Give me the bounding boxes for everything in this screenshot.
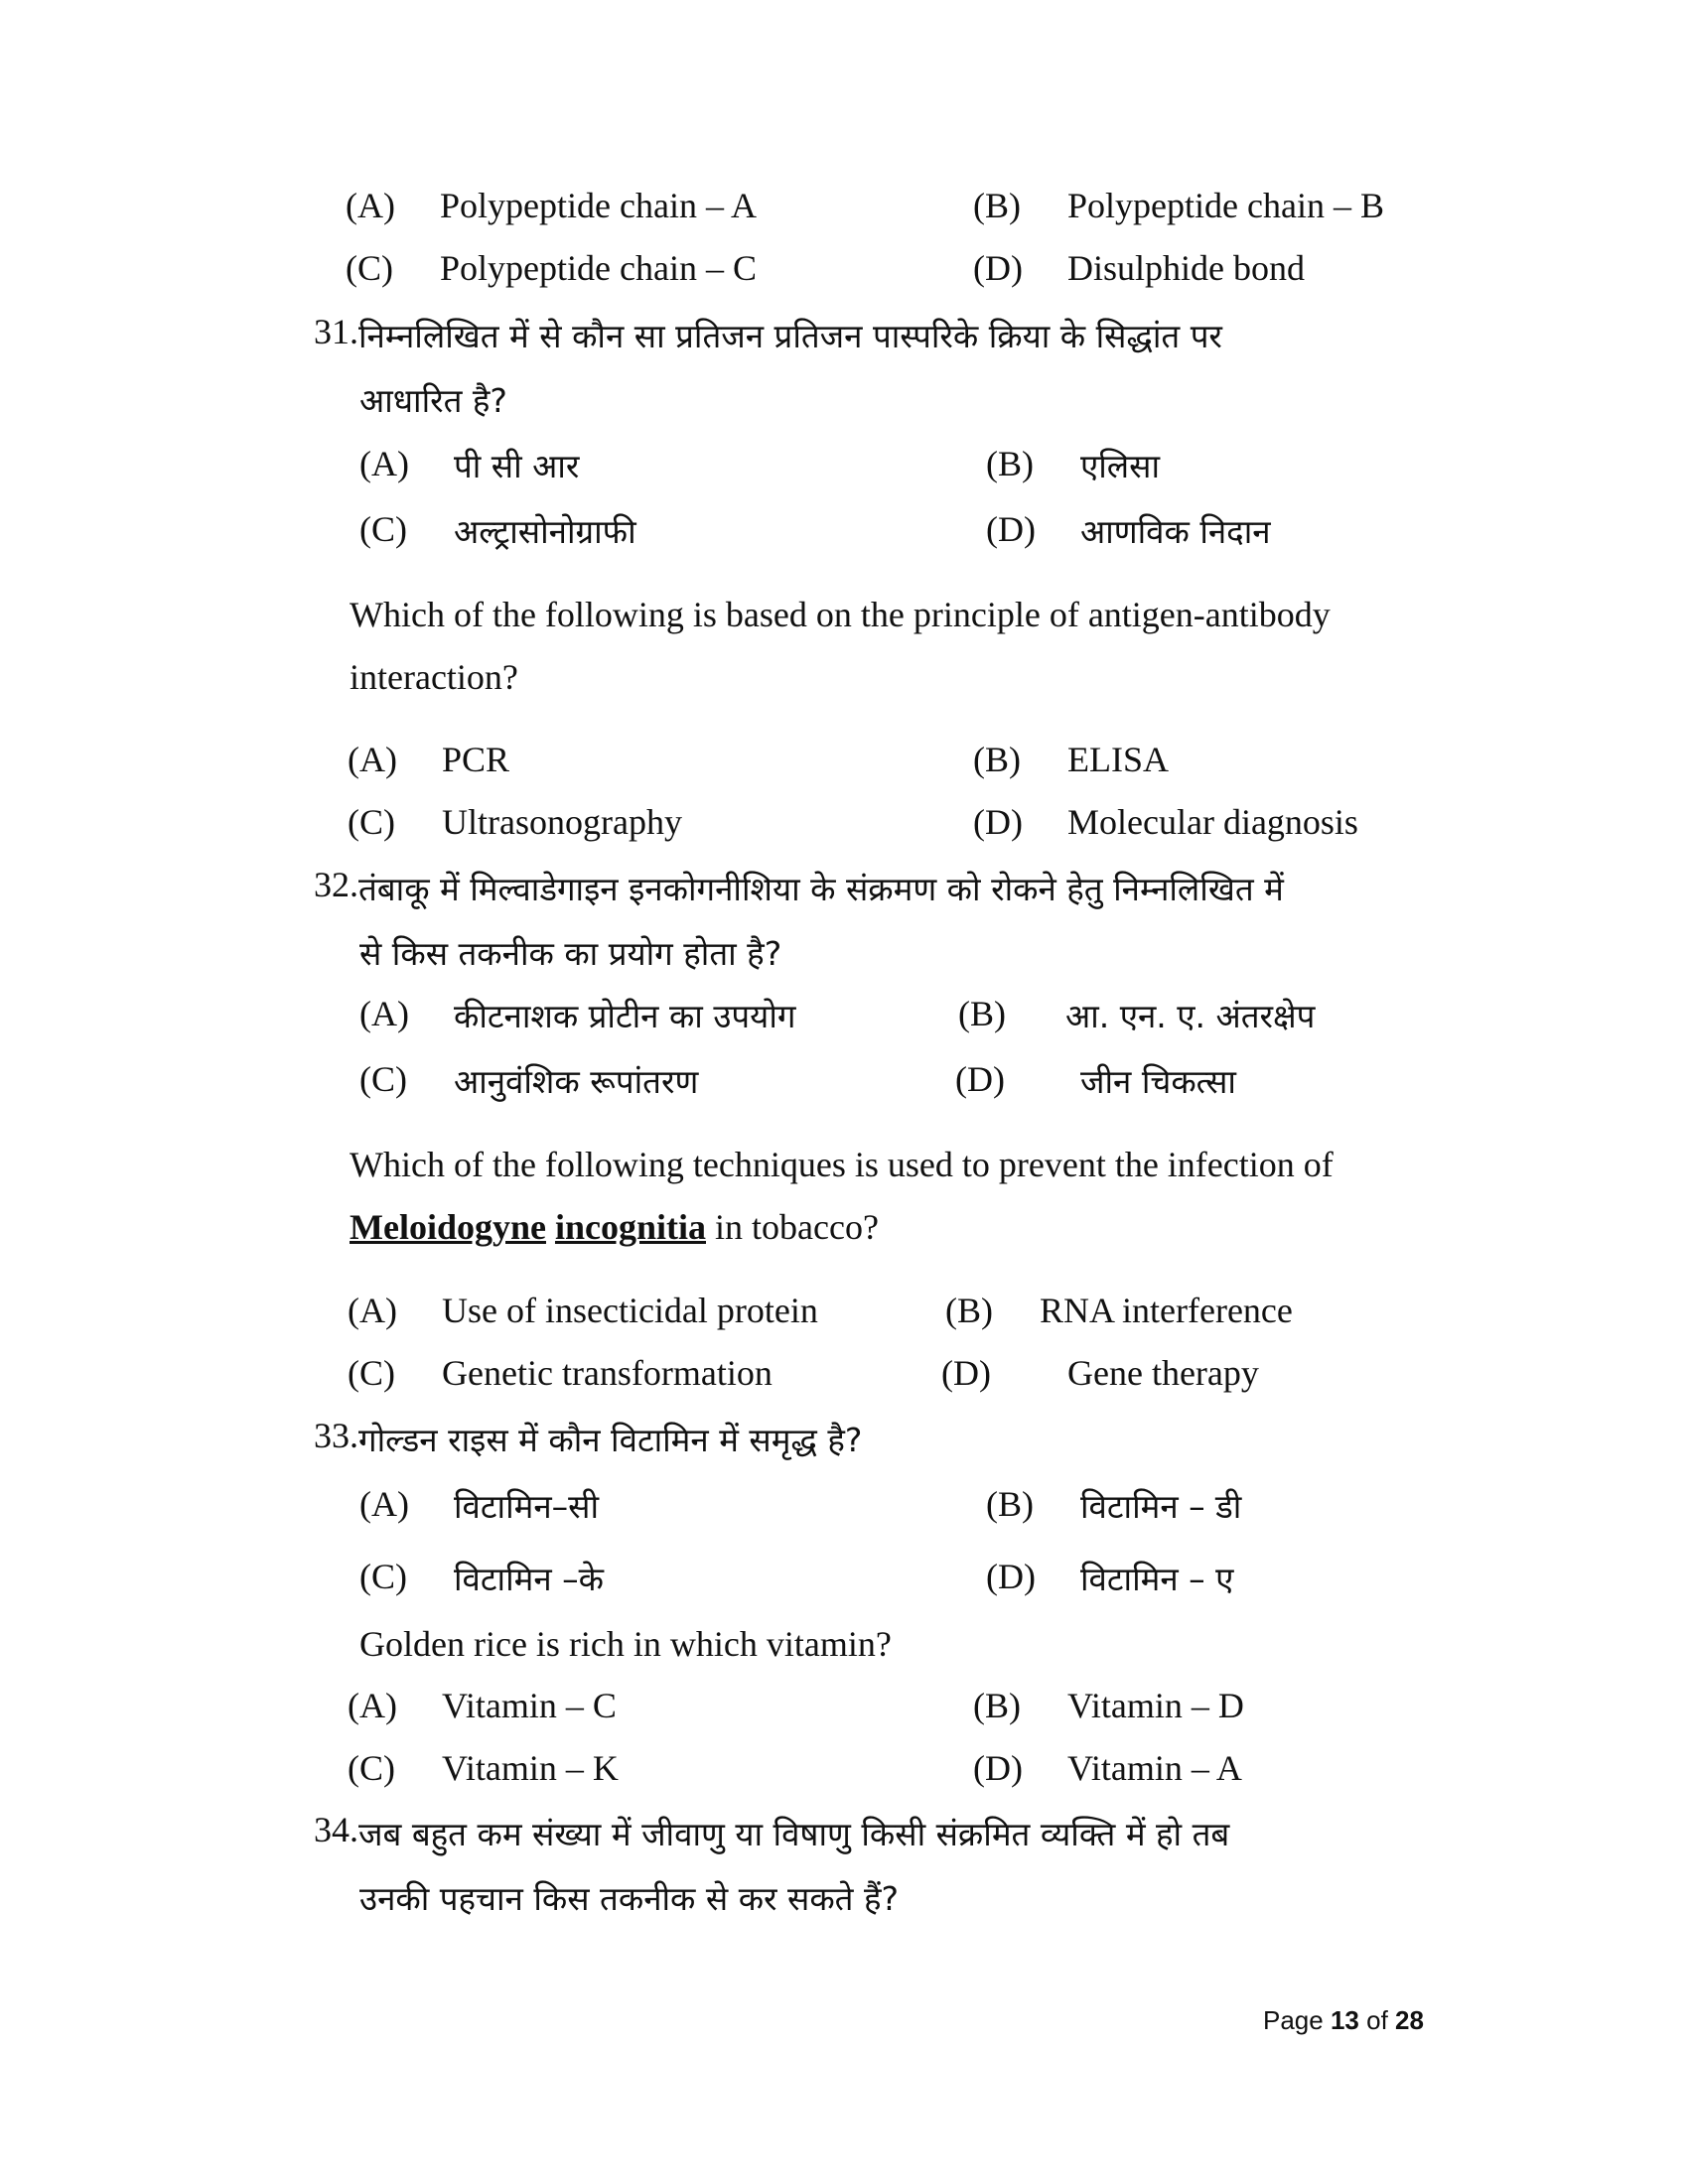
option-label: (C) [348,1353,395,1393]
option-text: Polypeptide chain – A [440,186,757,225]
question-text-english: Which of the following techniques is used to prevent the infection of [350,1145,1334,1184]
option-text: Polypeptide chain – C [440,248,757,288]
option-text-hindi: आणविक निदान [1080,512,1271,551]
option-text-hindi: विटामिन–सी [454,1487,600,1526]
option-text: Vitamin – D [1067,1686,1244,1725]
option-text: Genetic transformation [442,1353,773,1393]
option-text-hindi: एलिसा [1080,447,1161,485]
option-label: (B) [973,1686,1021,1725]
option-label: (A) [348,1686,397,1725]
of-word: of [1366,2005,1388,2035]
question-text-hindi: आधारित है? [359,381,507,420]
option-label: (A) [359,444,409,483]
option-label: (A) [348,1291,397,1330]
option-text: Vitamin – C [442,1686,617,1725]
option-text: Vitamin – K [442,1748,619,1788]
question-text-hindi: उनकी पहचान किस तकनीक से कर सकते हैं? [359,1879,900,1918]
question-text-tail: in tobacco? [706,1207,879,1247]
page-word: Page [1263,2005,1324,2035]
total-page-number: 28 [1395,2005,1424,2035]
option-label: (C) [359,1059,407,1099]
species-epithet-name: incognitia [554,1207,706,1247]
option-text: Use of insecticidal protein [442,1291,818,1330]
species-genus-name: Meloidogyne [350,1207,546,1247]
option-label: (D) [986,509,1036,549]
option-text-hindi: विटामिन – ए [1080,1560,1234,1598]
option-label: (C) [348,802,395,842]
option-label: (A) [348,740,397,779]
option-label: (C) [348,1748,395,1788]
option-text-hindi: विटामिन –के [454,1560,605,1598]
question-text-hindi: जब बहुत कम संख्या में जीवाणु या विषाणु किसी संक्रमित व्यक्ति में हो तब [358,1815,1230,1853]
page-footer [1263,2005,1424,2036]
option-text: Vitamin – A [1067,1748,1242,1788]
option-text-hindi: आ. एन. ए. अंतरक्षेप [1065,997,1316,1035]
option-label: (B) [945,1291,993,1330]
question-number: 31. [314,312,358,351]
question-number: 32. [314,865,358,904]
question-text-english [350,1206,879,1248]
option-text-hindi: विटामिन – डी [1080,1487,1242,1526]
question-text-hindi: तंबाकू में मिल्वाडेगाइन इनकोगनीशिया के संक्रमण को रोकने हेतु निम्नलिखित में [358,870,1284,908]
question-text-hindi: गोल्डन राइस में कौन विटामिन में समृद्ध है? [358,1421,863,1459]
option-text: RNA interference [1040,1291,1293,1330]
option-label: (C) [359,1557,407,1596]
option-label: (D) [941,1353,991,1393]
option-text: Polypeptide chain – B [1067,186,1384,225]
option-label: (D) [955,1059,1005,1099]
option-label: (A) [359,1484,409,1524]
option-label: (D) [986,1557,1036,1596]
option-text: Gene therapy [1067,1353,1259,1393]
option-label: (A) [346,186,395,225]
option-label: (D) [973,1748,1023,1788]
option-label: (D) [973,802,1023,842]
current-page-number: 13 [1330,2005,1359,2035]
question-text-hindi: से किस तकनीक का प्रयोग होता है? [359,934,782,973]
option-text-hindi: आनुवंशिक रूपांतरण [454,1062,699,1101]
option-label: (C) [346,248,393,288]
option-text-hindi: कीटनाशक प्रोटीन का उपयोग [454,997,796,1035]
option-label: (B) [973,186,1021,225]
option-label: (C) [359,509,407,549]
question-text-hindi: निम्नलिखित में से कौन सा प्रतिजन प्रतिजन पास्परिके क्रिया के सिद्धांत पर [358,317,1222,355]
question-text-english: interaction? [350,657,518,697]
option-text: Disulphide bond [1067,248,1305,288]
option-label: (B) [986,444,1034,483]
option-label: (B) [973,740,1021,779]
option-label: (B) [986,1484,1034,1524]
option-text-hindi: अल्ट्रासोनोग्राफी [454,512,636,551]
option-text: Molecular diagnosis [1067,802,1358,842]
option-text: Ultrasonography [442,802,682,842]
question-number: 34. [314,1810,358,1849]
option-text: PCR [442,740,510,779]
question-text-english: Golden rice is rich in which vitamin? [359,1624,892,1664]
option-label: (B) [958,994,1006,1033]
option-text-hindi: पी सी आर [454,447,580,485]
option-label: (A) [359,994,409,1033]
option-text: ELISA [1067,740,1169,779]
question-text-english: Which of the following is based on the principle of antigen-antibody [350,595,1331,634]
option-text-hindi: जीन चिकत्सा [1080,1062,1236,1101]
option-label: (D) [973,248,1023,288]
question-number: 33. [314,1416,358,1455]
